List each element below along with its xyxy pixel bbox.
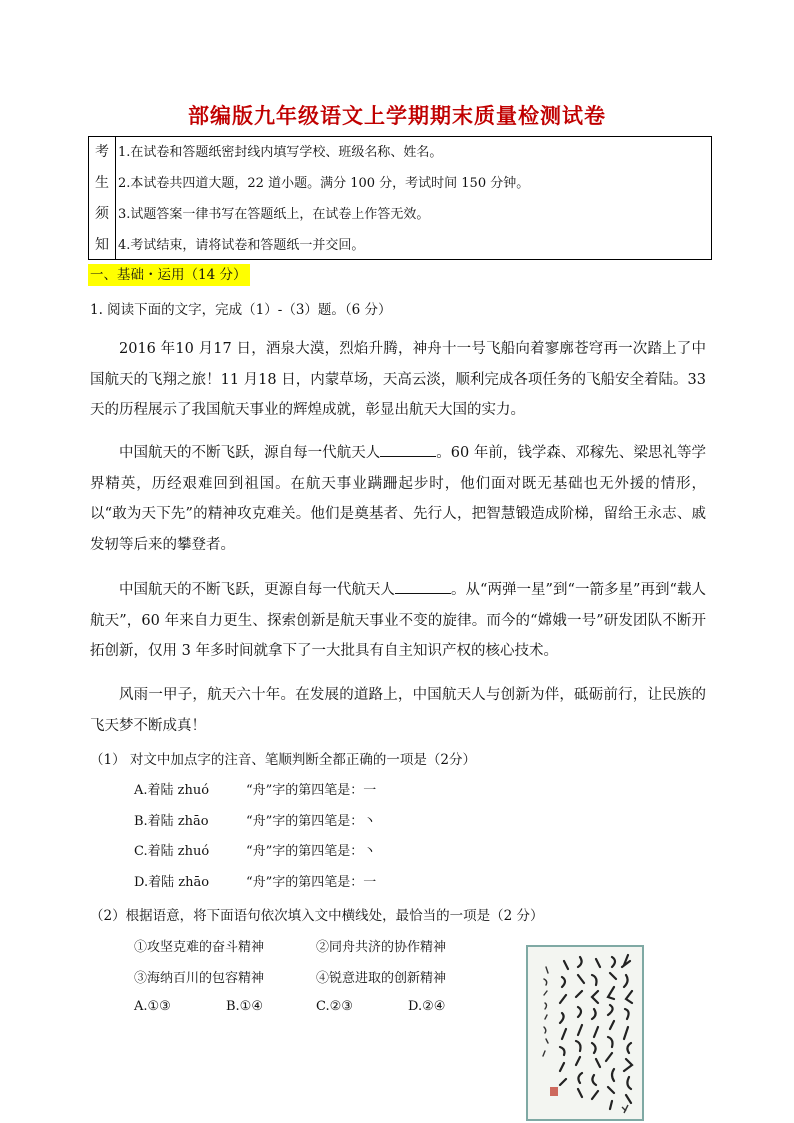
notice-item: 4.考试结束，请将试卷和答题纸一并交回。 (118, 238, 365, 253)
fill-blank (395, 579, 451, 594)
passage-paragraph-4: 风雨一甲子，航天六十年。在发展的道路上，中国航天人与创新为伴，砥砺前行，让民族的飞天梦不断成真！ (90, 687, 706, 734)
section-heading: 一、基础・运用（14 分） (88, 264, 250, 286)
option-label: B.着陆 zhāo (134, 814, 209, 829)
choice-d: D.②④ (408, 999, 446, 1014)
calligraphy-image (526, 945, 644, 1121)
fill-blank (380, 442, 436, 457)
phrase: ④锐意进取的创新精神 (316, 971, 447, 986)
notice-item: 3.试题答案一律书写在答题纸上，在试卷上作答无效。 (118, 207, 430, 222)
phrase: ②同舟共济的协作精神 (316, 940, 447, 955)
notice-items (116, 137, 711, 259)
phrase: ③海纳百川的包容精神 (134, 971, 265, 986)
option-detail: “舟”字的第四笔是：一 (246, 783, 377, 798)
page-title: 部编版九年级语文上学期期末质量检测试卷 (188, 104, 606, 128)
option-label: D.着陆 zhāo (134, 875, 210, 890)
option-label: C.着陆 zhuó (134, 844, 210, 859)
notice-item: 1.在试卷和答题纸密封线内填写学校、班级名称、姓名。 (118, 145, 443, 160)
paragraph-text: 。60 年前，钱学森、邓稼先、梁思礼等学界精英，历经艰难回到祖国。在航天事业蹒跚起步时，他们面对既无基础也无外援的情形，以“敢为天下先”的精神攻克难关。他们是奠基者、先行人，把智慧锻造成阶梯，留给王永志、戚发轫等后来的攀登者。 (90, 445, 706, 553)
option-detail: “舟”字的第四笔是：丶 (246, 844, 377, 859)
notice-label-char: 须 (95, 206, 109, 222)
option-d (134, 871, 377, 890)
paragraph-text: 中国航天的不断飞跃，更源自每一代航天人 (119, 582, 395, 598)
option-detail: “舟”字的第四笔是：一 (246, 875, 377, 890)
option-c (134, 840, 377, 859)
option-a (134, 779, 377, 798)
seal-stamp (550, 1087, 558, 1096)
sub-question-2-stem: （2）根据语意，将下面语句依次填入文中横线处，最恰当的一项是（2 分） (90, 908, 544, 924)
paragraph-text: 。从“两弹一星”到“一箭多星”再到“载人航天”，60 年来自力更生、探索创新是航天事业不变的旋律。而今的“嫦娥一号”研发团队不断开拓创新，仅用 3 年多时间就拿下了一大批具有自主知识产权的核心技术。 (90, 582, 706, 659)
option-label: A.着陆 zhuó (134, 783, 210, 798)
notice-label-column (89, 137, 116, 259)
passage-paragraph-3 (90, 575, 706, 667)
notice-box (88, 136, 712, 260)
passage-paragraph-1: 2016 年10 月17 日，酒泉大漠，烈焰升腾，神舟十一号飞船向着寥廓苍穹再一次踏上了中国航天的飞翔之旅！11 月18 日，内蒙草场，天高云淡，顺利完成各项任务的飞船安全着陆。33 天的历程展示了我国航天事业的辉煌成就，彰显出航天大国的实力。 (90, 341, 706, 418)
sub-question-1-stem: （1） 对文中加点字的注音、笔顺判断全都正确的一项是（2分） (90, 752, 476, 768)
choice-b: B.①④ (226, 999, 263, 1014)
passage-paragraph-2 (90, 438, 706, 560)
option-b (134, 810, 377, 829)
notice-item: 2.本试卷共四道大题，22 道小题。满分 100 分，考试时间 150 分钟。 (118, 176, 530, 191)
notice-label-char: 生 (95, 175, 109, 191)
phrase: ①攻坚克难的奋斗精神 (134, 940, 265, 955)
notice-label-char: 考 (95, 144, 109, 160)
choice-a: A.①③ (134, 999, 171, 1014)
paragraph-text: 中国航天的不断飞跃，源自每一代航天人 (119, 445, 381, 461)
option-detail: “舟”字的第四笔是：丶 (246, 814, 377, 829)
choice-c: C.②③ (316, 999, 353, 1014)
question-1-stem: 1. 阅读下面的文字，完成（1）-（3）题。（6 分） (90, 302, 392, 318)
calligraphy-brushwork (528, 947, 642, 1119)
notice-label-char: 知 (95, 237, 109, 253)
